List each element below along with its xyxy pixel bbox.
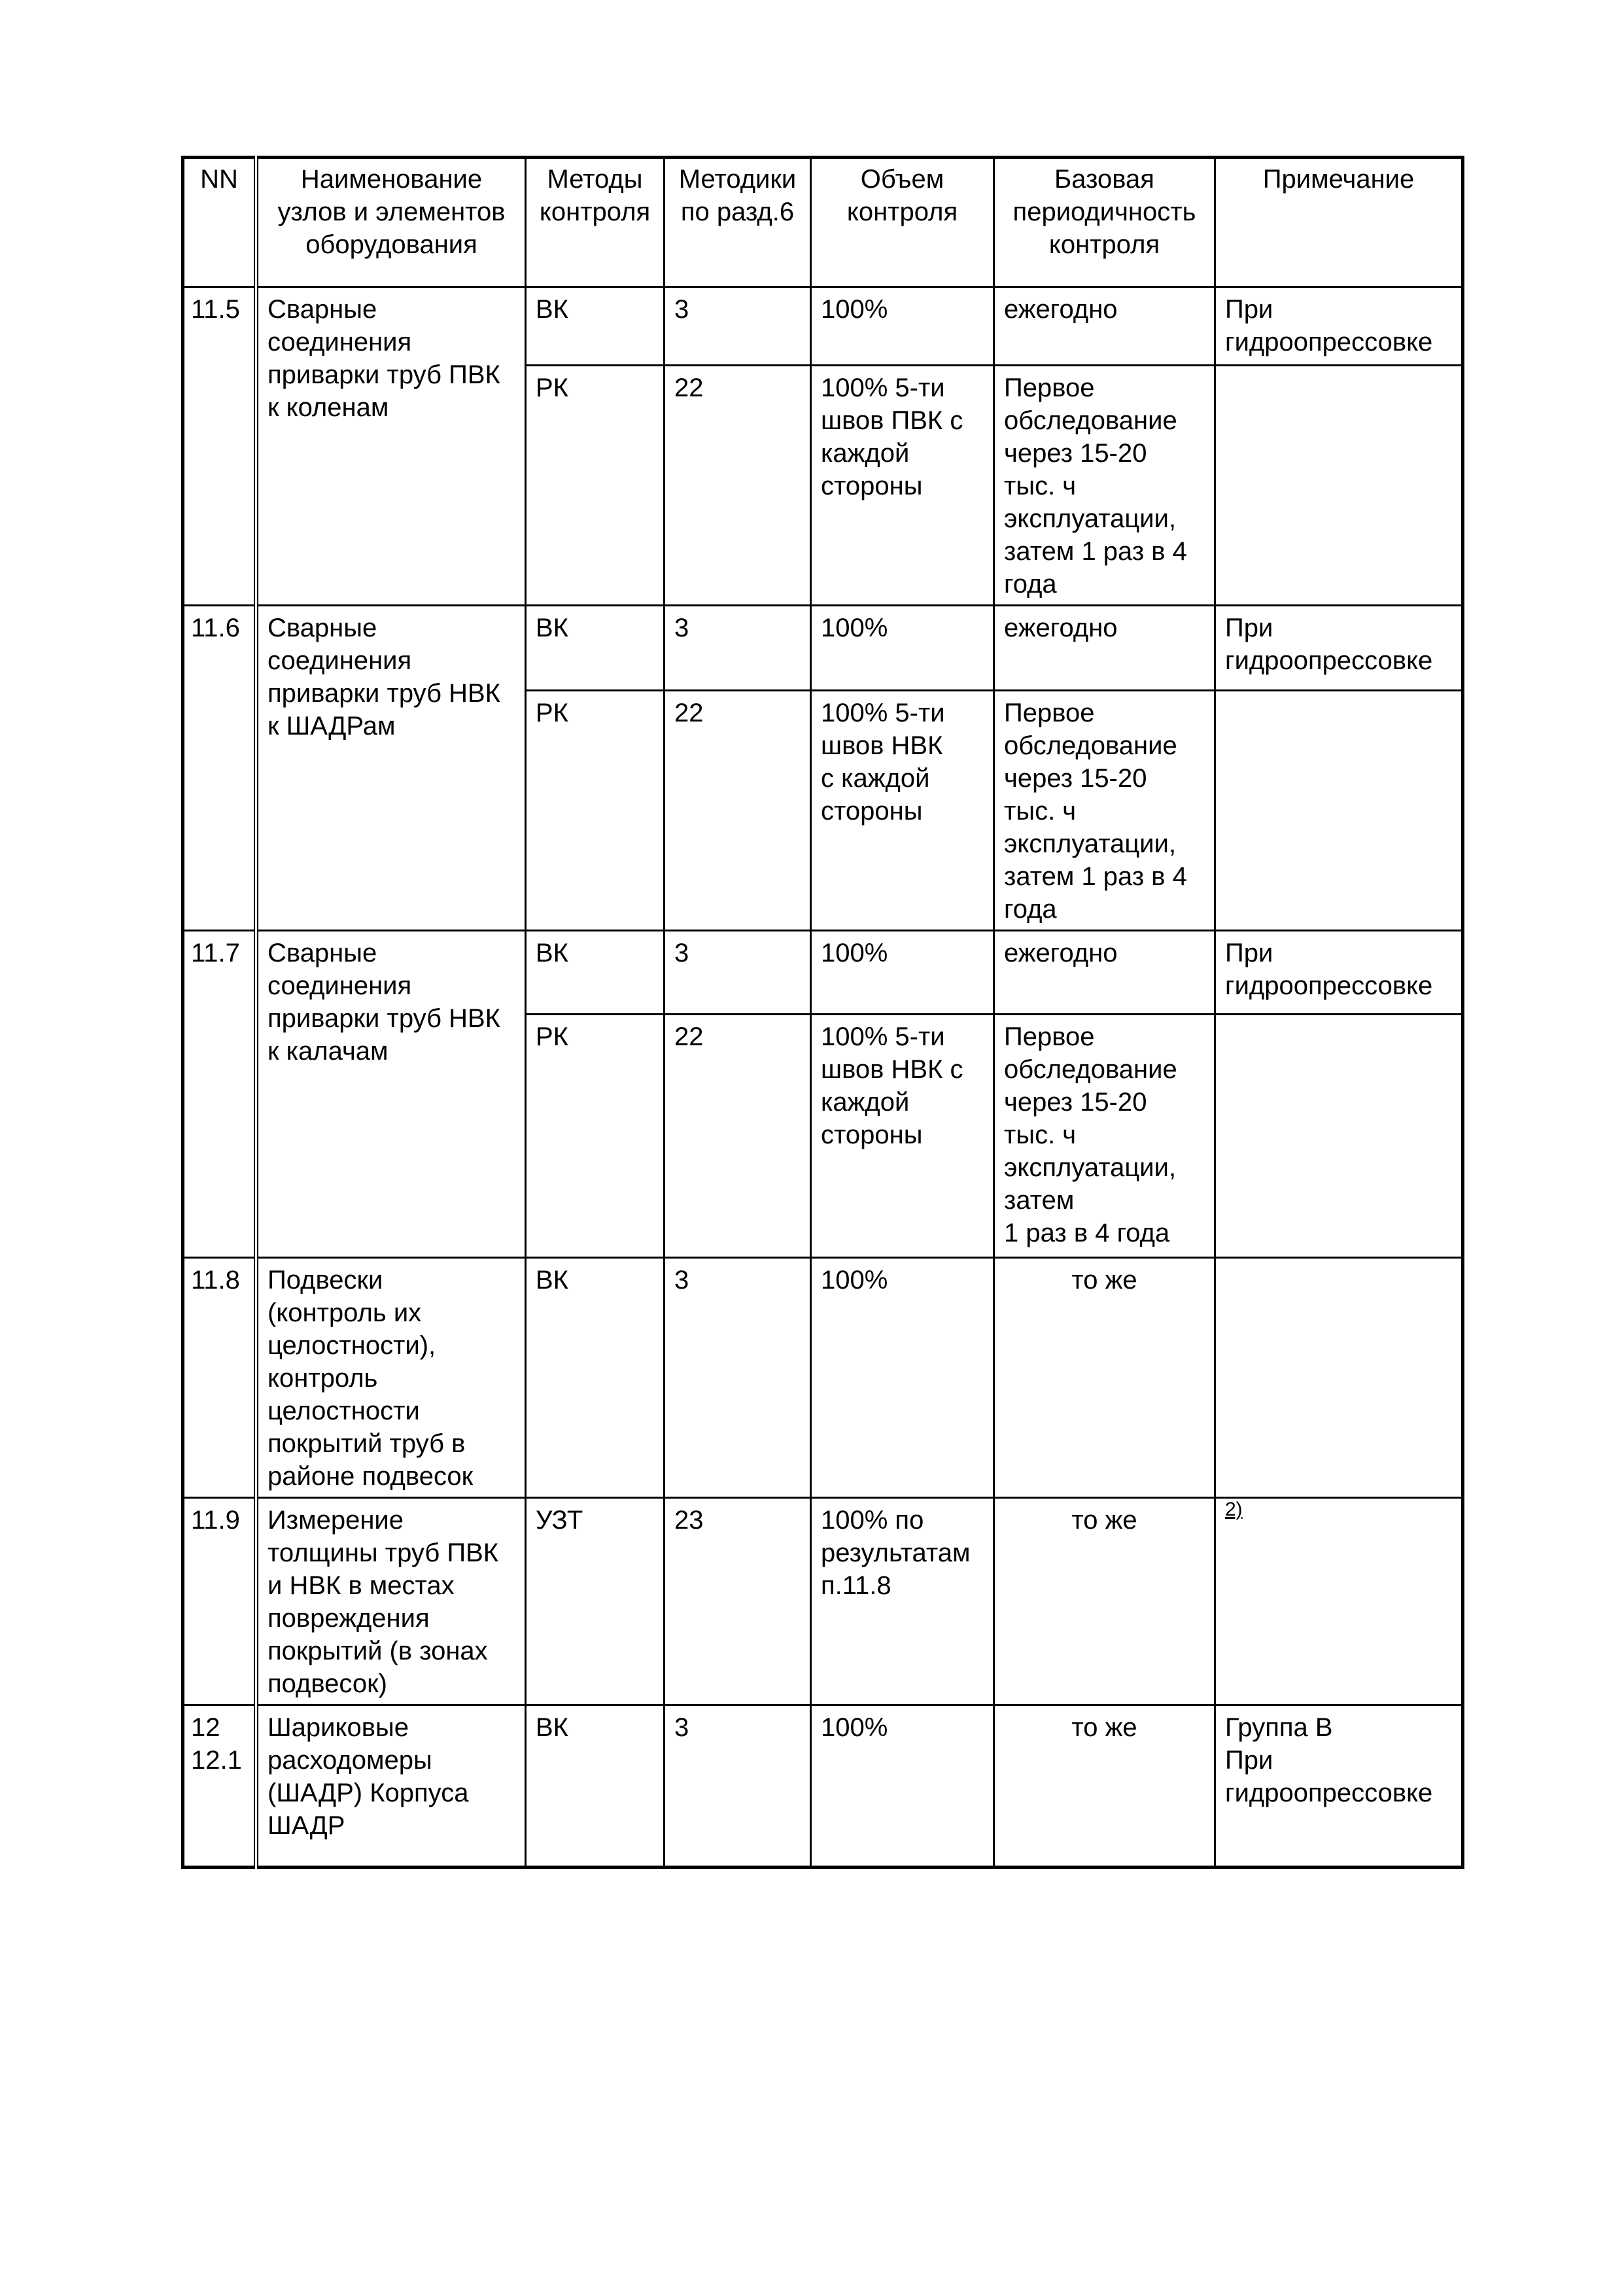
table-row — [183, 1498, 1463, 1705]
methodology-cell: 22 — [665, 691, 811, 931]
element-name: Сварные соединения приварки труб НВК к калачам — [256, 931, 526, 1258]
element-name: Сварные соединения приварки труб НВК к ШАДРам — [256, 606, 526, 931]
note-cell: При гидроопрессовке — [1215, 606, 1463, 691]
note-cell — [1215, 1015, 1463, 1258]
period-cell: ежегодно — [994, 931, 1215, 1015]
methodology-cell: 3 — [665, 931, 811, 1015]
row-number: 11.8 — [183, 1258, 256, 1498]
table-row — [183, 931, 1463, 1015]
method-cell: РК — [526, 366, 665, 606]
header-name: Наименование узлов и элементов оборудования — [256, 158, 526, 287]
header-period: Базовая периодичность контроля — [994, 158, 1215, 287]
period-cell: то же — [994, 1498, 1215, 1705]
method-cell: ВК — [526, 931, 665, 1015]
row-number: 11.9 — [183, 1498, 256, 1705]
note-cell: При гидроопрессовке — [1215, 931, 1463, 1015]
methodology-cell: 3 — [665, 287, 811, 366]
methodology-cell: 3 — [665, 1705, 811, 1868]
method-cell: ВК — [526, 287, 665, 366]
note-cell — [1215, 1258, 1463, 1498]
period-cell: ежегодно — [994, 287, 1215, 366]
method-cell: ВК — [526, 606, 665, 691]
element-name: Измерение толщины труб ПВК и НВК в местах повреждения покрытий (в зонах подвесок) — [256, 1498, 526, 1705]
methodology-cell: 22 — [665, 366, 811, 606]
method-cell: РК — [526, 1015, 665, 1258]
table-header-row — [183, 158, 1463, 287]
row-number: 11.7 — [183, 931, 256, 1258]
volume-cell: 100% 5-ти швов НВК с каждой стороны — [811, 691, 994, 931]
volume-cell: 100% — [811, 1705, 994, 1868]
period-cell: Первое обследование через 15-20 тыс. ч эксплуатации, затем 1 раз в 4 года — [994, 691, 1215, 931]
note-cell — [1215, 1498, 1463, 1705]
methodology-cell: 3 — [665, 606, 811, 691]
methodology-cell: 22 — [665, 1015, 811, 1258]
table-row — [183, 1705, 1463, 1868]
element-name: Шариковые расходомеры (ШАДР) Корпуса ШАДР — [256, 1705, 526, 1868]
element-name: Сварные соединения приварки труб ПВК к коленам — [256, 287, 526, 606]
volume-cell: 100% по результатам п.11.8 — [811, 1498, 994, 1705]
period-cell: Первое обследование через 15-20 тыс. ч эксплуатации, затем 1 раз в 4 года — [994, 366, 1215, 606]
method-cell: УЗТ — [526, 1498, 665, 1705]
row-number: 12 12.1 — [183, 1705, 256, 1868]
note-cell — [1215, 691, 1463, 931]
volume-cell: 100% — [811, 287, 994, 366]
methodology-cell: 23 — [665, 1498, 811, 1705]
table-row — [183, 1258, 1463, 1498]
methodology-cell: 3 — [665, 1258, 811, 1498]
method-cell: ВК — [526, 1705, 665, 1868]
volume-cell: 100% 5-ти швов НВК с каждой стороны — [811, 1015, 994, 1258]
period-cell: ежегодно — [994, 606, 1215, 691]
period-cell: то же — [994, 1705, 1215, 1868]
header-methodologies: Методики по разд.6 — [665, 158, 811, 287]
header-volume: Объем контроля — [811, 158, 994, 287]
row-number: 11.6 — [183, 606, 256, 931]
header-methods: Методы контроля — [526, 158, 665, 287]
table-row — [183, 287, 1463, 366]
note-cell: При гидроопрессовке — [1215, 287, 1463, 366]
period-cell: то же — [994, 1258, 1215, 1498]
inspection-table — [181, 156, 1464, 1869]
header-nn: NN — [183, 158, 256, 287]
table-row — [183, 606, 1463, 691]
volume-cell: 100% — [811, 606, 994, 691]
volume-cell: 100% — [811, 1258, 994, 1498]
note-cell: Группа В При гидроопрессовке — [1215, 1705, 1463, 1868]
method-cell: РК — [526, 691, 665, 931]
element-name: Подвески (контроль их целостности), контроль целостности покрытий труб в районе подвесок — [256, 1258, 526, 1498]
volume-cell: 100% 5-ти швов ПВК с каждой стороны — [811, 366, 994, 606]
note-cell — [1215, 366, 1463, 606]
period-cell: Первое обследование через 15-20 тыс. ч эксплуатации, затем 1 раз в 4 года — [994, 1015, 1215, 1258]
footnote-reference[interactable]: 2) — [1225, 1499, 1243, 1520]
method-cell: ВК — [526, 1258, 665, 1498]
row-number: 11.5 — [183, 287, 256, 606]
header-note: Примечание — [1215, 158, 1463, 287]
volume-cell: 100% — [811, 931, 994, 1015]
